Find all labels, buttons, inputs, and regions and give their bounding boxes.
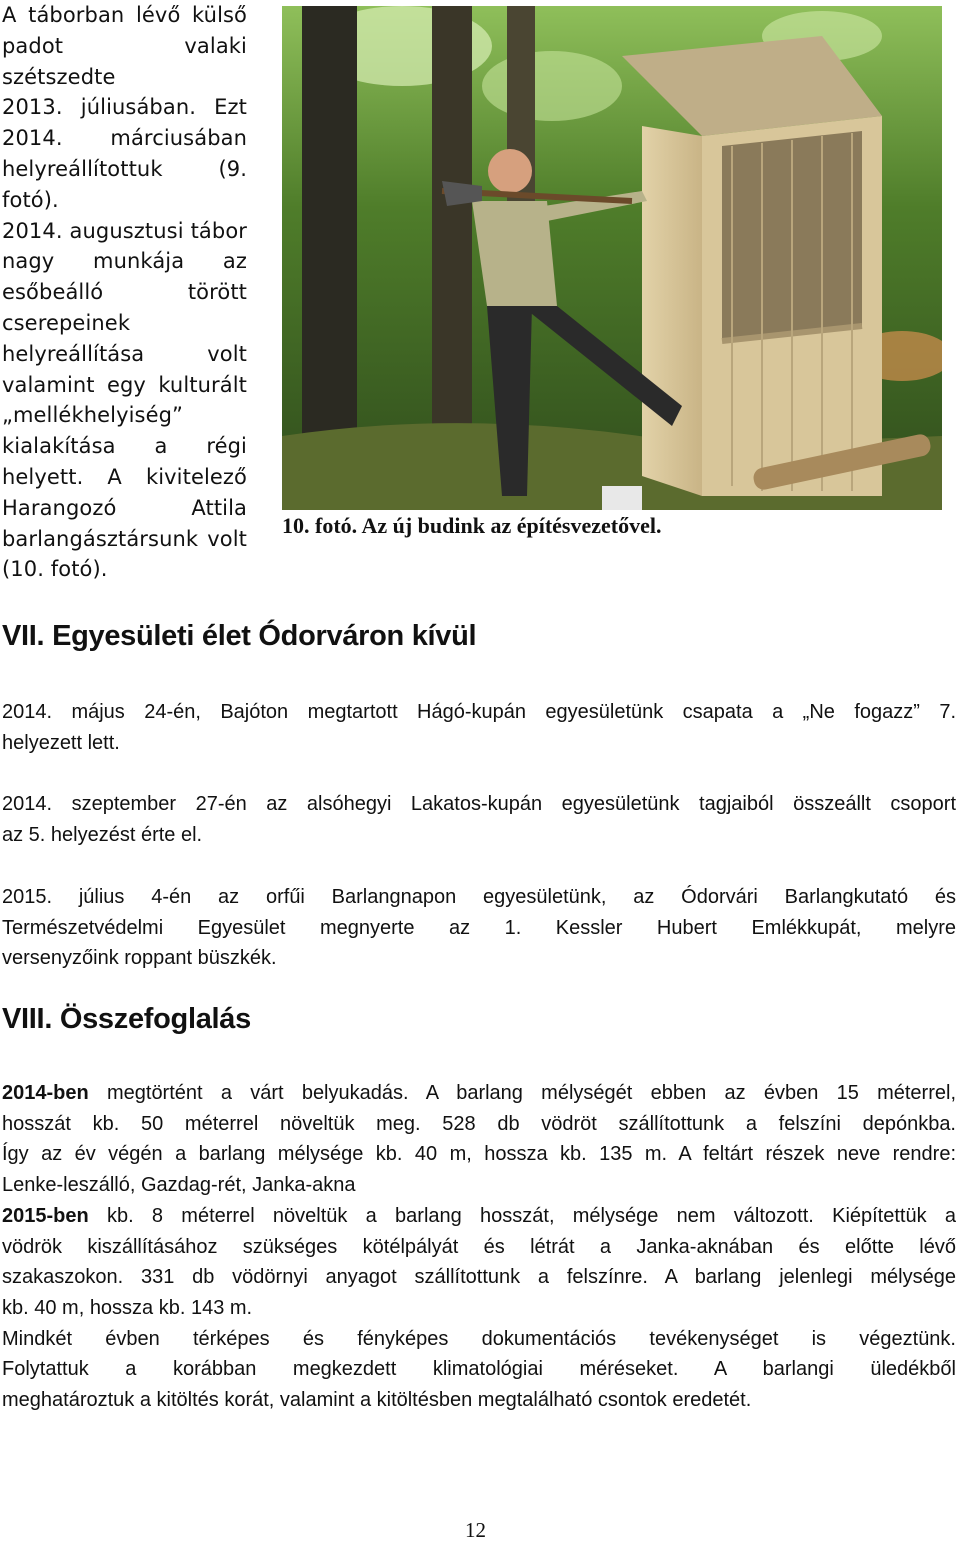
paragraph-line: Így az év végén a barlang mélysége kb. 40 m, hossza kb. 135 m. A feltárt részek neve rendre: (2, 1143, 956, 1166)
paragraph-line: 2014. szeptember 27-én az alsóhegyi Lakatos-kupán egyesületünk tagjaiból összeállt csoport (2, 793, 956, 815)
intro-line: 2014. márciusában (2, 126, 247, 151)
intro-line: valamint egy kulturált (2, 372, 247, 397)
section-heading-vii: VII. Egyesületi élet Ódorváron kívül (2, 620, 477, 652)
intro-line: (10. fotó). (2, 557, 108, 582)
paragraph (2, 697, 956, 758)
paragraph-line (2, 1201, 956, 1232)
intro-line: A táborban lévő külső (2, 3, 247, 27)
paragraph-line: Mindkét évben térképes és fényképes dokumentációs tevékenységet is végeztünk. (2, 1327, 956, 1350)
outhouse-photo (282, 6, 942, 510)
intro-line: helyett. A kivitelező (2, 464, 247, 489)
text-run: megtörtént a várt belyukadás. A barlang mélységét ebben az évben 15 méterrel, (88, 1082, 956, 1104)
paragraph-line: Lenke-leszálló, Gazdag-rét, Janka-akna (2, 1174, 356, 1197)
intro-line: 2014. augusztusi tábor (2, 218, 247, 243)
intro-line: padot valaki szétszedte (2, 33, 247, 89)
photo-caption: 10. fotó. Az új budink az építésvezetővel. (282, 513, 662, 538)
paragraph-line: kb. 40 m, hossza kb. 143 m. (2, 1296, 253, 1319)
paragraph-line: hosszát kb. 50 méterrel növeltük meg. 528 db vödröt szállítottunk a felszíni depónkba. (2, 1112, 956, 1135)
paragraph-line: az 5. helyezést érte el. (2, 823, 203, 846)
paragraph-line: Folytattuk a korábban megkezdett klimatológiai méréseket. A barlangi üledékből (2, 1358, 956, 1381)
paragraph (2, 789, 956, 850)
intro-line: helyreállítása volt (2, 341, 247, 366)
page-number: 12 (465, 1518, 486, 1542)
paragraph-line: 2015. július 4-én az orfűi Barlangnapon egyesületünk, az Ódorvári Barlangkutató és (2, 886, 956, 908)
paragraph-line: Természetvédelmi Egyesület megnyerte az 1. Kessler Hubert Emlékkupát, melyre (2, 916, 956, 939)
text-run: kb. 8 méterrel növeltük a barlang hosszát, mélysége nem változott. Kiépítettük a (88, 1204, 956, 1227)
paragraph-line: versenyzőink roppant büszkék. (2, 947, 277, 970)
paragraph-line: vödrök kiszállításához szükséges kötélpályát és létrát a Janka-aknában és előtte lévő (2, 1235, 956, 1258)
paragraph-line: helyezett lett. (2, 731, 120, 754)
intro-line: „mellékhelyiség” (2, 403, 184, 428)
year-label: 2014-ben (2, 1082, 89, 1104)
paragraph-line: meghatároztuk a kitöltés korát, valamint a kitöltésben megtalálható csontok eredetét. (2, 1389, 752, 1412)
intro-line: kialakítása a régi (2, 434, 247, 459)
summary-text (2, 1078, 956, 1416)
intro-line: esőbeálló törött (2, 280, 247, 305)
intro-line: 2013. júliusában. Ezt (2, 95, 247, 120)
intro-line: helyreállítottuk (9. (2, 156, 247, 181)
paragraph-line (2, 1078, 956, 1109)
intro-text (2, 0, 247, 585)
intro-line: barlangásztársunk volt (2, 526, 247, 551)
year-label: 2015-ben (2, 1204, 89, 1227)
intro-line: nagy munkája az (2, 249, 247, 274)
intro-line: cserepeinek (2, 310, 131, 335)
intro-line: fotó). (2, 187, 59, 212)
intro-line: Harangozó Attila (2, 495, 247, 520)
paragraph (2, 882, 956, 974)
paragraph-line: 2014. május 24-én, Bajóton megtartott Hágó-kupán egyesületünk csapata a „Ne fogazz” 7. (2, 701, 956, 723)
paragraph-line: szakaszokon. 331 db vödörnyi anyagot szállítottunk a felszínre. A barlang jelenlegi mélysége (2, 1266, 956, 1289)
section-heading-viii: VIII. Összefoglalás (2, 1003, 251, 1035)
